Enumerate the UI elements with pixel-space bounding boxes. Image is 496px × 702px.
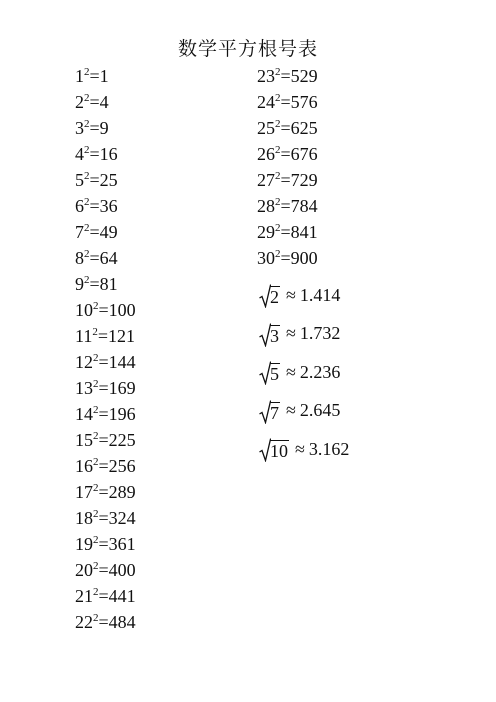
- square-root-row: [259, 353, 349, 392]
- square-exponent: 2: [84, 274, 90, 286]
- equals-sign: =: [280, 118, 291, 138]
- square-result: 144: [108, 352, 136, 372]
- square-exponent: 2: [93, 430, 99, 442]
- equals-sign: =: [280, 170, 291, 190]
- square-result: 9: [99, 118, 109, 138]
- radical-sign: [259, 321, 280, 347]
- square-row: [75, 583, 136, 609]
- square-base: 22: [75, 612, 93, 632]
- square-exponent: 2: [275, 170, 281, 182]
- square-base: 16: [75, 456, 93, 476]
- square-row: [75, 323, 136, 349]
- square-base: 9: [75, 274, 84, 294]
- equals-sign: =: [98, 586, 109, 606]
- square-result: 289: [108, 482, 136, 502]
- square-result: 196: [108, 404, 136, 424]
- equals-sign: =: [98, 560, 109, 580]
- squares-column-right: [257, 63, 318, 271]
- root-value: 1.732: [299, 323, 341, 344]
- equals-sign: =: [89, 170, 100, 190]
- square-row: [75, 427, 136, 453]
- page-title: 数学平方根号表: [177, 38, 318, 60]
- square-exponent: 2: [84, 144, 90, 156]
- square-base: 23: [257, 66, 275, 86]
- square-exponent: 2: [275, 144, 281, 156]
- radicand: 2: [270, 287, 279, 308]
- radicand: 3: [270, 325, 279, 346]
- radicand: 10: [270, 441, 288, 462]
- square-row: [75, 505, 136, 531]
- square-row: [75, 349, 136, 375]
- equals-sign: =: [280, 144, 291, 164]
- square-row: [257, 63, 318, 89]
- square-base: 13: [75, 378, 93, 398]
- square-row: [257, 219, 318, 245]
- equals-sign: =: [89, 222, 100, 242]
- square-result: 324: [108, 508, 136, 528]
- square-exponent: 2: [84, 222, 90, 234]
- equals-sign: =: [97, 326, 108, 346]
- square-base: 24: [257, 92, 275, 112]
- square-base: 11: [75, 326, 93, 346]
- equals-sign: =: [280, 92, 291, 112]
- square-result: 49: [99, 222, 118, 242]
- square-base: 25: [257, 118, 275, 138]
- square-root-row: [259, 276, 349, 315]
- root-value: 3.162: [308, 438, 350, 459]
- square-row: [257, 167, 318, 193]
- square-result: 576: [290, 92, 318, 112]
- equals-sign: =: [280, 66, 291, 86]
- square-exponent: 2: [275, 248, 281, 260]
- square-result: 900: [290, 248, 318, 268]
- square-row: [75, 271, 136, 297]
- square-base: 27: [257, 170, 275, 190]
- square-result: 841: [290, 222, 318, 242]
- square-result: 441: [108, 586, 136, 606]
- square-result: 36: [99, 196, 118, 216]
- square-exponent: 2: [84, 92, 90, 104]
- equals-sign: =: [89, 274, 100, 294]
- square-exponent: 2: [93, 482, 99, 494]
- square-result: 729: [290, 170, 318, 190]
- square-exponent: 2: [93, 586, 99, 598]
- equals-sign: =: [98, 404, 109, 424]
- square-result: 169: [108, 378, 136, 398]
- equals-sign: =: [280, 222, 291, 242]
- square-row: [75, 245, 136, 271]
- square-result: 625: [290, 118, 318, 138]
- equals-sign: =: [280, 248, 291, 268]
- square-row: [75, 297, 136, 323]
- square-base: 29: [257, 222, 275, 242]
- square-base: 7: [75, 222, 84, 242]
- square-exponent: 2: [92, 326, 98, 338]
- square-exponent: 2: [93, 560, 99, 572]
- equals-sign: =: [98, 612, 109, 632]
- square-base: 18: [75, 508, 93, 528]
- root-value: 2.645: [299, 400, 341, 421]
- square-exponent: 2: [275, 118, 281, 130]
- radicand: 5: [270, 364, 279, 385]
- square-result: 784: [290, 196, 318, 216]
- square-row: [75, 193, 136, 219]
- square-result: 121: [108, 326, 135, 346]
- root-value: 2.236: [299, 361, 341, 382]
- square-row: [75, 63, 136, 89]
- square-row: [75, 375, 136, 401]
- square-row: [257, 89, 318, 115]
- radical-sign: [259, 359, 280, 385]
- equals-sign: =: [89, 144, 100, 164]
- square-result: 484: [108, 612, 136, 632]
- square-exponent: 2: [275, 92, 281, 104]
- square-base: 12: [75, 352, 93, 372]
- square-result: 64: [99, 248, 118, 268]
- square-result: 529: [290, 66, 318, 86]
- square-result: 400: [108, 560, 136, 580]
- square-row: [75, 531, 136, 557]
- square-exponent: 2: [93, 352, 99, 364]
- square-row: [257, 193, 318, 219]
- equals-sign: =: [89, 248, 100, 268]
- approx-sign: ≈: [286, 361, 296, 382]
- root-value: 1.414: [299, 284, 341, 305]
- approx-sign: ≈: [286, 400, 296, 421]
- square-root-row: [259, 430, 349, 469]
- square-base: 17: [75, 482, 93, 502]
- square-result: 16: [99, 144, 118, 164]
- square-result: 100: [108, 300, 136, 320]
- square-exponent: 2: [84, 118, 90, 130]
- square-base: 21: [75, 586, 93, 606]
- square-base: 3: [75, 118, 84, 138]
- equals-sign: =: [98, 456, 109, 476]
- square-row: [75, 609, 136, 635]
- square-base: 14: [75, 404, 93, 424]
- square-result: 225: [108, 430, 136, 450]
- square-base: 5: [75, 170, 84, 190]
- square-result: 361: [108, 534, 136, 554]
- square-result: 1: [99, 66, 109, 86]
- square-exponent: 2: [275, 66, 281, 78]
- square-row: [75, 401, 136, 427]
- square-exponent: 2: [275, 222, 281, 234]
- square-row: [75, 167, 136, 193]
- radical-sign: [259, 436, 289, 462]
- equals-sign: =: [98, 482, 109, 502]
- square-base: 19: [75, 534, 93, 554]
- square-base: 2: [75, 92, 84, 112]
- square-exponent: 2: [93, 612, 99, 624]
- square-row: [75, 479, 136, 505]
- square-row: [75, 141, 136, 167]
- square-row: [257, 245, 318, 271]
- square-exponent: 2: [84, 196, 90, 208]
- square-base: 6: [75, 196, 84, 216]
- square-result: 256: [108, 456, 136, 476]
- square-base: 28: [257, 196, 275, 216]
- square-base: 4: [75, 144, 84, 164]
- square-exponent: 2: [93, 300, 99, 312]
- square-roots-list: [259, 276, 349, 469]
- radicand: 7: [270, 402, 279, 423]
- square-row: [257, 141, 318, 167]
- equals-sign: =: [280, 196, 291, 216]
- radical-sign: [259, 282, 280, 308]
- square-exponent: 2: [84, 66, 90, 78]
- square-base: 30: [257, 248, 275, 268]
- equals-sign: =: [89, 66, 100, 86]
- square-row: [75, 115, 136, 141]
- square-row: [75, 89, 136, 115]
- square-root-row: [259, 315, 349, 354]
- radical-sign: [259, 398, 280, 424]
- equals-sign: =: [98, 352, 109, 372]
- equals-sign: =: [98, 300, 109, 320]
- approx-sign: ≈: [286, 323, 296, 344]
- square-exponent: 2: [275, 196, 281, 208]
- square-root-row: [259, 392, 349, 431]
- square-base: 1: [75, 66, 84, 86]
- square-exponent: 2: [93, 456, 99, 468]
- square-result: 676: [290, 144, 318, 164]
- square-exponent: 2: [84, 170, 90, 182]
- square-exponent: 2: [84, 248, 90, 260]
- approx-sign: ≈: [286, 284, 296, 305]
- square-exponent: 2: [93, 508, 99, 520]
- approx-sign: ≈: [295, 438, 305, 459]
- square-base: 20: [75, 560, 93, 580]
- equals-sign: =: [89, 196, 100, 216]
- square-base: 8: [75, 248, 84, 268]
- square-base: 15: [75, 430, 93, 450]
- equals-sign: =: [98, 508, 109, 528]
- square-row: [75, 557, 136, 583]
- square-base: 26: [257, 144, 275, 164]
- square-row: [257, 115, 318, 141]
- equals-sign: =: [89, 118, 100, 138]
- equals-sign: =: [89, 92, 100, 112]
- equals-sign: =: [98, 534, 109, 554]
- square-exponent: 2: [93, 534, 99, 546]
- squares-column-left: [75, 63, 136, 635]
- square-exponent: 2: [93, 404, 99, 416]
- square-exponent: 2: [93, 378, 99, 390]
- square-result: 25: [99, 170, 118, 190]
- square-row: [75, 219, 136, 245]
- square-row: [75, 453, 136, 479]
- equals-sign: =: [98, 378, 109, 398]
- equals-sign: =: [98, 430, 109, 450]
- square-result: 4: [99, 92, 109, 112]
- square-base: 10: [75, 300, 93, 320]
- square-result: 81: [99, 274, 118, 294]
